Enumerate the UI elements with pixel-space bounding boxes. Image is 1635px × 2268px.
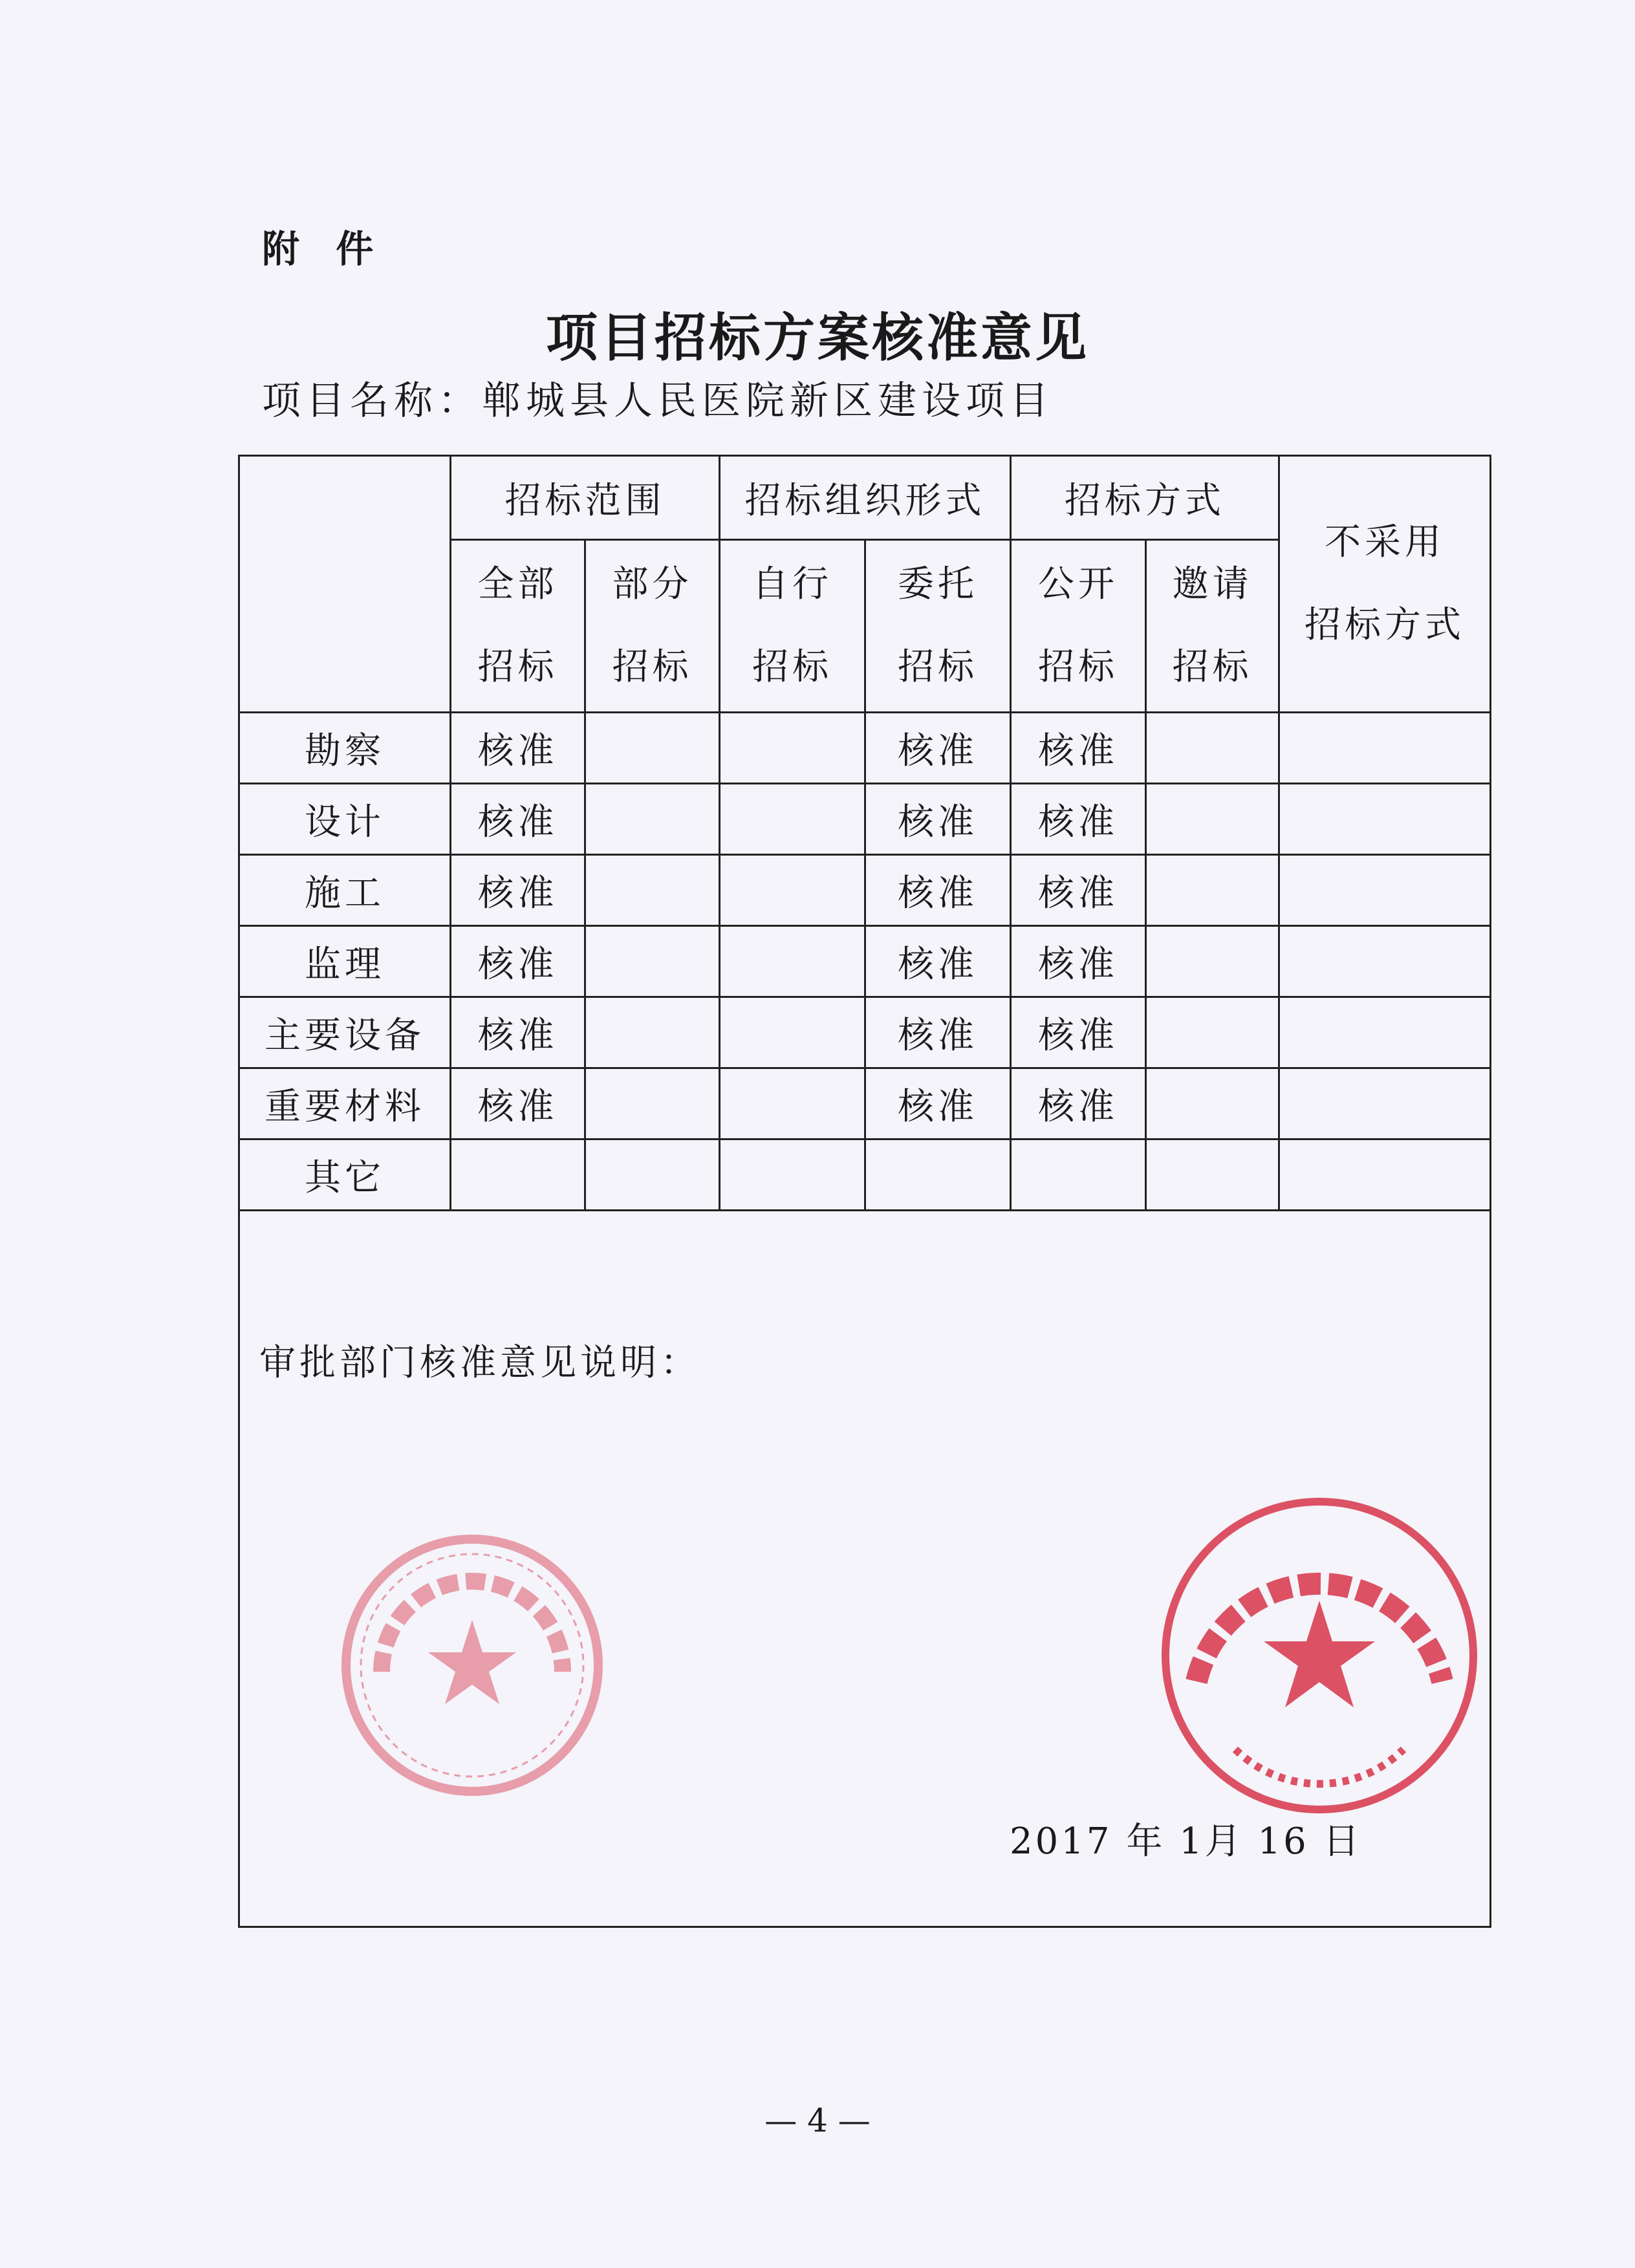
- table-row: [239, 1139, 1491, 1211]
- group-bidding-scope: 招标范围: [451, 456, 720, 540]
- table-cell: 核准: [865, 713, 1011, 784]
- table-cell: [1146, 713, 1279, 784]
- table-cell: [1011, 1139, 1146, 1211]
- table-cell: [720, 1139, 865, 1211]
- table-row: [239, 997, 1491, 1068]
- subheader-line: 全部: [477, 563, 558, 605]
- table-cell: [720, 855, 865, 926]
- right-seal-code-lettering: [1235, 1749, 1403, 1784]
- row-label: 设计: [239, 784, 451, 855]
- table-cell: 核准: [1011, 713, 1146, 784]
- project-name-label: 项目名称：: [262, 378, 482, 424]
- subheader-line: 委托: [898, 563, 978, 605]
- subheader-entrusted-bidding: [865, 540, 1011, 713]
- row-label: 重要材料: [239, 1068, 451, 1139]
- table-cell: 核准: [451, 855, 585, 926]
- table-cell: [720, 997, 865, 1068]
- corner-cell: [239, 456, 451, 713]
- approval-date: 2017 年 1月 16 日: [1010, 1820, 1362, 1863]
- table-cell: [865, 1139, 1011, 1211]
- table-cell: [1279, 926, 1491, 997]
- table-cell: [585, 784, 720, 855]
- subheader-line: 招标: [898, 646, 978, 688]
- table-cell: [1146, 784, 1279, 855]
- document-title: 项目招标方案核准意见: [546, 308, 1089, 368]
- table-cell: [720, 926, 865, 997]
- table-cell: [1279, 1139, 1491, 1211]
- group-bidding-organization: 招标组织形式: [720, 456, 1011, 540]
- subheader-line: 公开: [1038, 563, 1118, 605]
- table-row: [239, 926, 1491, 997]
- row-label: 主要设备: [239, 997, 451, 1068]
- table-cell: [1146, 1068, 1279, 1139]
- subheader-line: 招标: [477, 646, 558, 688]
- left-seal-star-icon: [428, 1620, 516, 1704]
- table-cell: [1146, 1139, 1279, 1211]
- subheader-partial-bidding: [585, 540, 720, 713]
- table-cell: 核准: [1011, 997, 1146, 1068]
- table-cell: 核准: [451, 1068, 585, 1139]
- left-official-seal: [330, 1523, 614, 1808]
- subheader-line: 邀请: [1172, 563, 1253, 605]
- subheader-line: 招标: [612, 646, 693, 688]
- table-cell: [1279, 713, 1491, 784]
- table-cell: 核准: [865, 784, 1011, 855]
- row-label: 监理: [239, 926, 451, 997]
- table-cell: [1279, 855, 1491, 926]
- subheader-line: 招标: [752, 646, 832, 688]
- table-cell: [585, 1068, 720, 1139]
- right-official-seal: [1151, 1487, 1488, 1824]
- table-cell: [1146, 926, 1279, 997]
- group-bidding-method: 招标方式: [1011, 456, 1279, 540]
- subheader-line: 招标: [1038, 646, 1118, 688]
- table-cell: [1279, 784, 1491, 855]
- subheader-invited-bidding: [1146, 540, 1279, 713]
- approval-label: 审批部门核准意见说明：: [259, 1342, 700, 1384]
- row-label: 施工: [239, 855, 451, 926]
- subheader-line: 招标: [1172, 646, 1253, 688]
- table-cell: [451, 1139, 585, 1211]
- subheader-line: 自行: [752, 563, 832, 605]
- table-cell: 核准: [865, 997, 1011, 1068]
- no-bidding-line-1: 不采用: [1325, 521, 1445, 563]
- table-cell: 核准: [1011, 926, 1146, 997]
- table-cell: 核准: [865, 926, 1011, 997]
- attachment-label: 附 件: [262, 227, 385, 271]
- subheader-self-bidding: [720, 540, 865, 713]
- row-label: 其它: [239, 1139, 451, 1211]
- table-cell: 核准: [1011, 784, 1146, 855]
- table-cell: 核准: [451, 997, 585, 1068]
- table-cell: [585, 1139, 720, 1211]
- table-cell: [585, 855, 720, 926]
- table-cell: 核准: [451, 926, 585, 997]
- right-seal-star-icon: [1264, 1601, 1375, 1707]
- table-row: [239, 1068, 1491, 1139]
- table-cell: 核准: [451, 784, 585, 855]
- table-cell: 核准: [1011, 1068, 1146, 1139]
- header-no-bidding: [1279, 456, 1491, 713]
- table-cell: [720, 713, 865, 784]
- table-row: [239, 855, 1491, 926]
- table-cell: [1279, 997, 1491, 1068]
- subheader-open-bidding: [1011, 540, 1146, 713]
- row-label: 勘察: [239, 713, 451, 784]
- subheader-full-bidding: [451, 540, 585, 713]
- project-name-line: [262, 370, 1054, 426]
- page-number: — 4 —: [764, 2102, 871, 2139]
- no-bidding-line-2: 招标方式: [1305, 604, 1465, 646]
- table-cell: [585, 713, 720, 784]
- table-cell: [1279, 1068, 1491, 1139]
- header-row-groups: [239, 456, 1491, 540]
- table-cell: [1146, 997, 1279, 1068]
- table-row: [239, 713, 1491, 784]
- table-row: [239, 784, 1491, 855]
- table-cell: 核准: [865, 855, 1011, 926]
- table-cell: 核准: [1011, 855, 1146, 926]
- table-cell: [1146, 855, 1279, 926]
- project-name-value: 郸城县人民医院新区建设项目: [482, 378, 1054, 424]
- table-cell: [585, 926, 720, 997]
- table-cell: 核准: [451, 713, 585, 784]
- table-cell: [585, 997, 720, 1068]
- subheader-line: 部分: [612, 563, 693, 605]
- table-cell: [720, 1068, 865, 1139]
- table-cell: 核准: [865, 1068, 1011, 1139]
- table-cell: [720, 784, 865, 855]
